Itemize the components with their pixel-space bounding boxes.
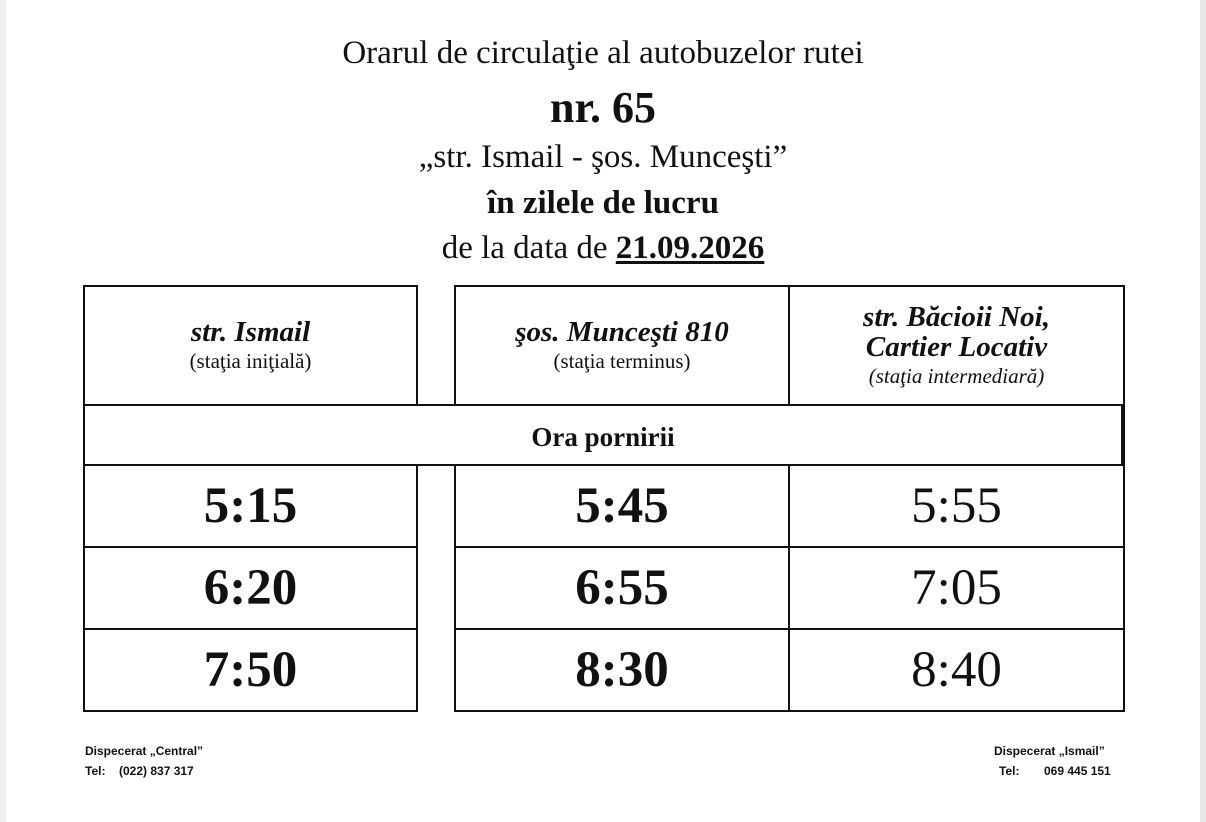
- valid-from-prefix: de la data de: [441, 230, 616, 266]
- schedule-title: Orarul de circulaţie al autobuzelor rutei: [342, 35, 864, 71]
- service-days: în zilele de lucru: [487, 185, 719, 221]
- ora-pornirii-label: Ora pornirii: [531, 422, 675, 452]
- schedule-table-terminus: [454, 285, 1125, 712]
- time-cell: [455, 465, 789, 547]
- time-cell: [84, 465, 417, 547]
- departure-time: 5:45: [575, 477, 669, 534]
- tel-label: Tel:: [999, 764, 1020, 778]
- departure-time-band: [83, 404, 1123, 466]
- tel-number: 069 445 151: [1044, 764, 1111, 778]
- stop-name: şos. Munceşti 810: [515, 315, 729, 348]
- dispatcher-title: Dispecerat „Ismail”: [994, 744, 1105, 758]
- tel-label: Tel:: [85, 764, 106, 778]
- schedule-table-initial: [83, 285, 418, 712]
- stop-type: (staţia intermediară): [868, 364, 1045, 389]
- stop-type: (staţia iniţială): [189, 349, 312, 374]
- column-header-intermediate: [789, 286, 1124, 405]
- column-header-initial: [84, 286, 417, 405]
- time-cell: [84, 547, 417, 629]
- passing-time: 5:55: [911, 477, 1002, 534]
- stop-name-line2: Cartier Locativ: [865, 331, 1048, 363]
- time-cell: [455, 629, 789, 711]
- departure-time: 7:50: [203, 641, 298, 698]
- passing-time: 7:05: [911, 559, 1002, 616]
- route-name: „str. Ismail - şos. Munceşti”: [418, 139, 788, 175]
- valid-from: [0, 232, 1206, 265]
- column-header-terminus: [455, 286, 789, 405]
- time-cell: [789, 629, 1124, 711]
- departure-time: 6:20: [203, 559, 298, 616]
- valid-from-date: 21.09.2026: [615, 230, 765, 266]
- departure-time: 6:55: [575, 559, 669, 616]
- departure-time: 5:15: [203, 477, 298, 534]
- dispatcher-phone: [85, 761, 203, 781]
- time-cell: [455, 547, 789, 629]
- time-cell: [789, 465, 1124, 547]
- dispatcher-central: [85, 741, 203, 781]
- passing-time: 8:40: [911, 641, 1002, 698]
- stop-name-line1: str. Băcioii Noi,: [863, 300, 1050, 333]
- dispatcher-ismail: [994, 741, 1111, 781]
- time-cell: [789, 547, 1124, 629]
- departure-time: 8:30: [575, 641, 669, 698]
- dispatcher-title: Dispecerat „Central”: [85, 744, 204, 758]
- time-cell: [84, 629, 417, 711]
- stop-name: str. Ismail: [190, 315, 311, 348]
- route-number: nr. 65: [550, 83, 656, 132]
- dispatcher-phone: [994, 761, 1111, 781]
- tel-number: (022) 837 317: [119, 764, 194, 778]
- stop-type: (staţia terminus): [553, 349, 691, 374]
